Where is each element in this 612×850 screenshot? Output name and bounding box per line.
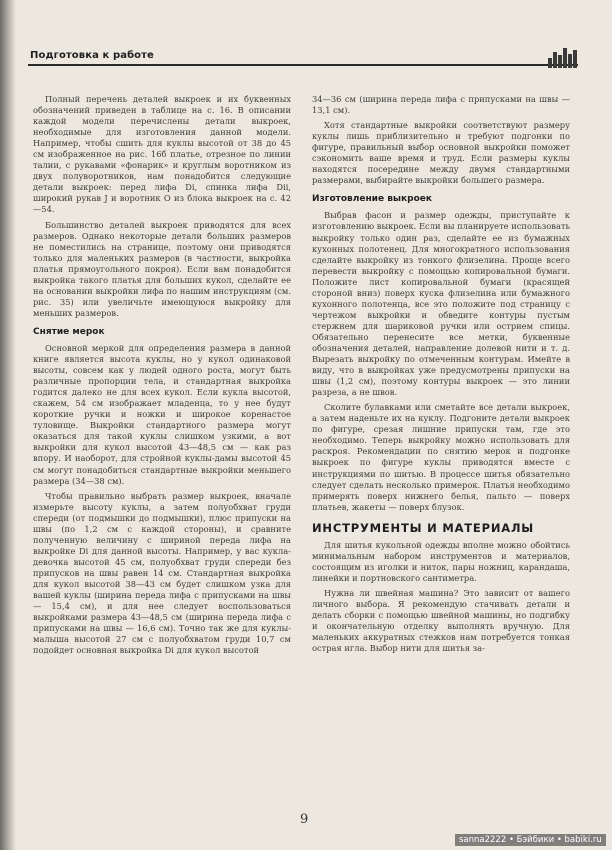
subheading-pattern-making: Изготовление выкроек bbox=[312, 194, 432, 205]
paragraph: Сколите булавками или сметайте все детали выкроек, а затем наденьте их на куклу. Подгоните детали выкроек по фигуре, срезая лишние припуски там, где это необходимо. Теперь выкройку можно использовать для раскроя. Рекомендации по снятию мерок и подгонке выкроек по фигуре куклы приводятся вместе с инструкциями по шитью. В процессе шитья обязательно следует сделать несколько примерок. Платья необходимо примерять поверх нижнего белья, пальто — поверх платьев, жакеты — поверх блузок. bbox=[312, 402, 570, 512]
subheading-measurements: Снятие мерок bbox=[33, 326, 105, 337]
paragraph: Для шитья кукольной одежды вполне можно обойтись минимальным набором инструментов и материалов, состоящим из иголки и ниток, пары ножниц, карандаша, линейки и портновского сантиметра. bbox=[312, 539, 570, 583]
paragraph: Хотя стандартные выкройки соответствуют размеру куклы лишь приблизительно и требуют подгонки по фигуре, правильный выбор основной выкройки поможет сэкономить ваше время и труд. Если размеры куклы находятся посередине между двумя стандартными размерами, выбирайте выкройки большего размера. bbox=[312, 120, 570, 186]
paragraph: Чтобы правильно выбрать размер выкроек, вначале измерьте высоту куклы, а затем полуобхват груди спереди (от подмышки до подмышки), плюс припуски на швы (по 1,2 см с каждой стороны), и сравните полученную величину с шириной переда лифа на выкройке Di для данной высоты. Например, у вас кукла-девочка высотой 45 см, полуобхват груди спереди без припусков на швы равен 14 см. Стандартная выкройка для кукол высотой 38—43 см будет слишком узка для вашей куклы (ширина переда лифа с припусками на швы — 15,4 см), и для нее следует воспользоваться выкройками размера 43—48,5 см (ширина переда лифа с припусками на швы — 16,6 см). Точно так же для куклы-малыша высотой 27 см с полуобхватом груди 10,7 см подойдет основная выкройка Di для кукол высотой bbox=[33, 490, 291, 656]
paragraph: Нужна ли швейная машина? Это зависит от вашего личного выбора. Я рекомендую стачивать детали и делать сборки с помощью швейной машины, но подгибку и окончательную отделку выполнять вручную. Для маленьких аккуратных стежков нам потребуется тонкая острая игла. Выбор нити для шитья за- bbox=[312, 587, 570, 654]
doll-dress-logo-icon bbox=[548, 42, 580, 68]
paragraph: Большинство деталей выкроек приводятся для всех размеров. Однако некоторые детали больших размеров не поместились на странице, поэтому они приводятся только для маленьких размеров (в частности, выкройка платья прямоугольного покроя). Если вам понадобится выкройка такого платья для больших кукол, сделайте ее на основании выкройки лифа по нашим инструкциям (см. рис. 35) или увеличьте имеющуюся выкройку для меньших размеров. bbox=[33, 219, 291, 318]
page-number: 9 bbox=[300, 812, 309, 827]
paragraph: Полный перечень деталей выкроек и их буквенных обозначений приведен в таблице на с. 16. В описании каждой модели перечислены детали выкроек, необходимые для изготовления данной модели. Например, чтобы сшить для куклы высотой от 38 до 45 см изображенное на рис. 16б платье, отрезное по линии талии, с рукавами «фонарик» и круглым воротником из двух полуворотников, нам понадобится следующие детали выкроек: перед лифа Di, спинка лифа Dii, широкий рукав J и воротник O из блока выкроек на с. 42—54. bbox=[33, 94, 291, 215]
page-gutter-shadow bbox=[0, 0, 16, 850]
section-heading-tools: ИНСТРУМЕНТЫ И МАТЕРИАЛЫ bbox=[312, 520, 535, 535]
left-column bbox=[33, 94, 291, 660]
right-column bbox=[312, 94, 570, 658]
paragraph: Выбрав фасон и размер одежды, приступайте к изготовлению выкроек. Если вы планируете использовать выкройку только один раз, сделайте ее из бумажных кухонных полотенец. Для многократного использования сделайте выкройку из тонкого флизелина. Проще всего перевести выкройку с помощью копировальной бумаги. Положите лист копировальной бумаги (красящей стороной вниз) поверх куска флизелина или бумажного кухонного полотенца, все это положите под страницу с чертежом выкройки и обведите контуры пустым стержнем для шариковой ручки или острием спицы. Обязательно перенесите все метки, буквенные обозначения деталей, направление долевой нити и т. д. Вырезать выкройку по отмеченным контурам. Имейте в виду, что в выкройках уже предусмотрены припуски на швы (1,2 см), поэтому контуры выкроек — это линии разреза, а не швов. bbox=[312, 210, 570, 398]
paragraph: 34—36 см (ширина переда лифа с припусками на швы — 13,1 см). bbox=[312, 94, 570, 116]
source-watermark: sanna2222 • Бэйбики • babiki.ru bbox=[455, 834, 606, 846]
section-header-title: Подготовка к работе bbox=[30, 50, 154, 61]
paragraph: Основной меркой для определения размера в данной книге является высота куклы, но у кукол одинаковой высоты, совсем как у людей одного роста, могут быть различные пропорции тела, и стандартная выкройка годится далеко не для всех кукол. Если кукла высотой, скажем, 54 см изображает младенца, то у нее будут короткие ручки и ножки и широкое коренастое туловище. Выкройки стандартного размера могут оказаться для такой куклы слишком узкими, а вот выкройки для кукол высотой 43—48,5 см — как раз впору. И наоборот, для стройной куклы-дамы высотой 45 см могут понадобиться стандартные выкройки меньшего размера (34—38 см). bbox=[33, 342, 291, 486]
